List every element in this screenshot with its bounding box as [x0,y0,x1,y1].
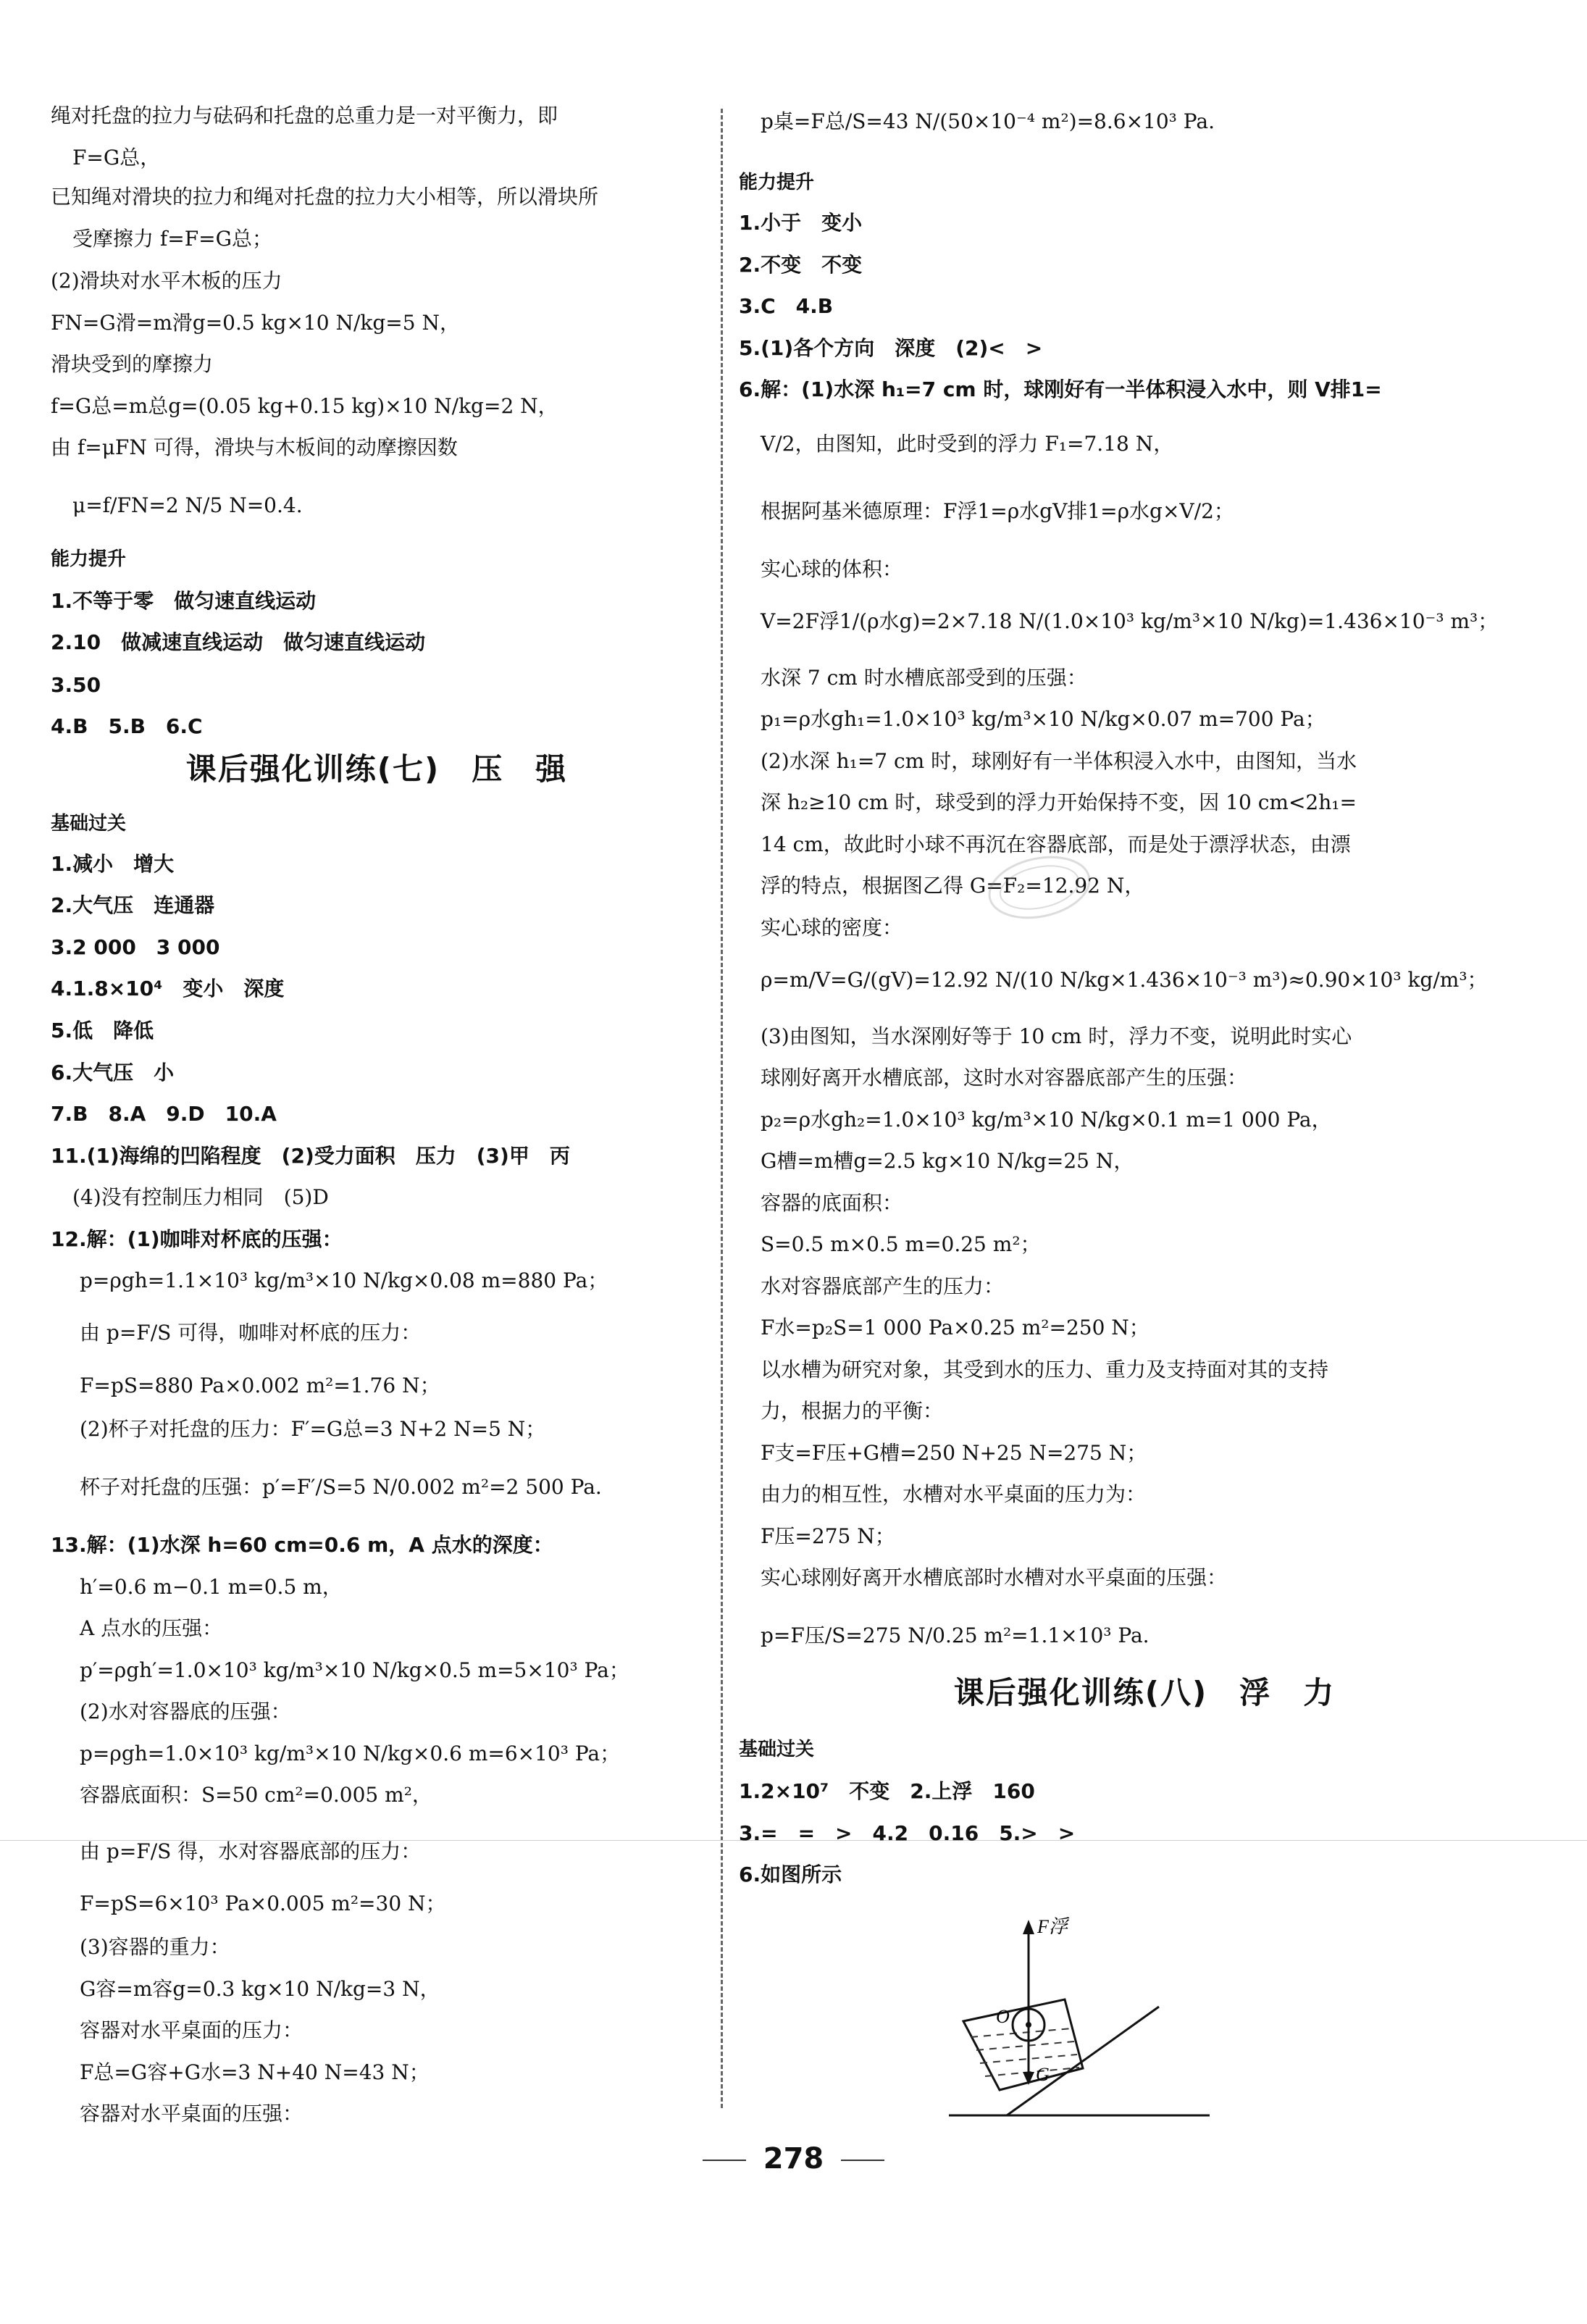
text-line: F=G总， [72,146,161,170]
answer-item: 3.2 000 3 000 [51,935,220,959]
gravity-label: G [1036,2064,1050,2085]
page-number-dash-right [841,2160,884,2161]
text-line: 实心球的密度： [761,916,903,940]
answer-item: 5.低 降低 [51,1019,154,1042]
text-line: 已知绳对滑块的拉力和绳对托盘的拉力大小相等，所以滑块所 [51,185,599,209]
answer-item: (4)没有控制压力相同 (5)D [72,1185,329,1209]
answer-item: 3.C 4.B [739,294,834,318]
section-title: 课后强化训练(七) 压 强 [185,751,568,787]
text-line: 球刚好离开水槽底部，这时水对容器底部产生的压强： [761,1066,1248,1090]
text-line: 深 h₂≥10 cm 时，球受到的浮力开始保持不变，因 10 cm<2h₁= [761,790,1357,814]
text-line: A 点水的压强： [80,1616,223,1640]
page-number-dash-left [703,2160,746,2161]
answer-item: 2.10 做减速直线运动 做匀速直线运动 [51,630,426,654]
answer-item: 1.减小 增大 [51,852,175,876]
text-line: 受摩擦力 f=F=G总； [72,227,272,251]
basic-heading: 基础过关 [51,813,127,835]
answer-item: 3.50 [51,673,101,697]
basic-heading: 基础过关 [739,1739,815,1760]
text-line: V=2F浮1/(ρ水g)=2×7.18 N/(1.0×10³ kg/m³×10 N/kg)=1.436×10⁻³ m³； [761,609,1499,633]
text-line: 滑块受到的摩擦力 [51,352,214,376]
text-line: h′=0.6 m−0.1 m=0.5 m， [80,1575,343,1599]
ability-heading: 能力提升 [739,172,815,193]
text-line: 由 p=F/S 得，水对容器底部的压力： [80,1839,422,1863]
text-line: 14 cm，故此时小球不再沉在容器底部，而是处于漂浮状态，由漂 [761,832,1351,856]
text-line: (2)水对容器底的压强： [80,1700,291,1723]
text-line: (2)杯子对托盘的压力：F′=G总=3 N+2 N=5 N； [80,1417,546,1441]
page-number-text: 278 [763,2142,824,2175]
text-line: p=ρgh=1.0×10³ kg/m³×10 N/kg×0.6 m=6×10³ Pa； [80,1742,621,1765]
text-line: p=ρgh=1.1×10³ kg/m³×10 N/kg×0.08 m=880 Pa； [80,1268,608,1292]
text-line: (2)水深 h₁=7 cm 时，球刚好有一半体积浸入水中，由图知，当水 [761,749,1357,773]
answer-item: 1.不等于零 做匀速直线运动 [51,589,317,613]
answer-item: 12.解：(1)咖啡对杯底的压强： [51,1227,343,1251]
buoyancy-label: F浮 [1037,1916,1068,1937]
text-line: F=pS=6×10³ Pa×0.005 m²=30 N； [80,1892,446,1915]
text-line: 容器的底面积： [761,1191,903,1215]
answer-item: 4.B 5.B 6.C [51,714,203,738]
text-line: p桌=F总/S=43 N/(50×10⁻⁴ m²)=8.6×10³ Pa. [761,109,1215,133]
answer-item: 3.= = > 4.2 0.16 5.> > [739,1821,1076,1845]
text-line: G容=m容g=0.3 kg×10 N/kg=3 N， [80,1977,440,2001]
answer-item: 6.大气压 小 [51,1061,175,1084]
text-line: 实心球的体积： [761,557,903,581]
ability-heading: 能力提升 [51,548,127,570]
text-line: 由 f=μFN 可得，滑块与木板间的动摩擦因数 [51,435,458,459]
page-number [0,2141,1587,2177]
answer-item: 1.2×10⁷ 不变 2.上浮 160 [739,1779,1035,1803]
text-line: F水=p₂S=1 000 Pa×0.25 m²=250 N； [761,1316,1150,1339]
text-line: 根据阿基米德原理：F浮1=ρ水gV排1=ρ水g×V/2； [761,499,1234,523]
answer-item: 6.解：(1)水深 h₁=7 cm 时，球刚好有一半体积浸入水中，则 V排1= [739,377,1382,401]
container [963,1999,1083,2090]
text-line: 实心球刚好离开水槽底部时水槽对水平桌面的压强： [761,1566,1228,1589]
force-diagram [934,1913,1239,2130]
text-line: F支=F压+G槽=250 N+25 N=275 N； [761,1441,1147,1465]
answer-item: 1.小于 变小 [739,211,863,235]
text-line: 绳对托盘的拉力与砝码和托盘的总重力是一对平衡力，即 [51,104,558,128]
text-line: p₁=ρ水gh₁=1.0×10³ kg/m³×10 N/kg×0.07 m=700 Pa； [761,707,1326,731]
text-line: ρ=m/V=G/(gV)=12.92 N/(10 N/kg×1.436×10⁻³ m³)≈0.90×10³ kg/m³； [761,968,1488,992]
answer-item: 11.(1)海绵的凹陷程度 (2)受力面积 压力 (3)甲 丙 [51,1144,570,1168]
text-line: 力，根据力的平衡： [761,1399,944,1423]
text-line: 由力的相互性，水槽对水平桌面的压力为： [761,1482,1147,1506]
text-line: FN=G滑=m滑g=0.5 kg×10 N/kg=5 N， [51,311,460,335]
text-line: (3)容器的重力： [80,1935,230,1959]
section-title: 课后强化训练(八) 浮 力 [953,1675,1336,1710]
text-line: 水对容器底部产生的压力： [761,1274,1005,1298]
answer-item: 4.1.8×10⁴ 变小 深度 [51,977,285,1000]
text-line: p=F压/S=275 N/0.25 m²=1.1×10³ Pa. [761,1623,1150,1647]
text-line: F=pS=880 Pa×0.002 m²=1.76 N； [80,1374,440,1397]
text-line: V/2，由图知，此时受到的浮力 F₁=7.18 N， [761,432,1174,456]
answer-item: 5.(1)各个方向 深度 (2)< > [739,336,1043,360]
center-point [1026,2022,1031,2028]
text-line: 杯子对托盘的压强：p′=F′/S=5 N/0.002 m²=2 500 Pa. [80,1475,602,1499]
water-lines [971,2028,1079,2076]
text-line: p₂=ρ水gh₂=1.0×10³ kg/m³×10 N/kg×0.1 m=1 000 Pa， [761,1108,1332,1132]
text-line: (2)滑块对水平木板的压力 [51,269,282,293]
text-line: S=0.5 m×0.5 m=0.25 m²； [761,1232,1041,1256]
text-line: 容器底面积：S=50 cm²=0.005 m²， [80,1783,432,1807]
answer-item: 2.大气压 连通器 [51,893,215,917]
text-line: 浮的特点，根据图乙得 G=F₂=12.92 N， [761,874,1145,898]
text-line: G槽=m槽g=2.5 kg×10 N/kg=25 N， [761,1149,1134,1173]
text-line: μ=f/FN=2 N/5 N=0.4. [72,493,303,517]
text-line: 容器对水平桌面的压强： [80,2102,303,2126]
text-line: F总=G容+G水=3 N+40 N=43 N； [80,2060,430,2084]
column-divider [721,109,723,2108]
answer-item: 7.B 8.A 9.D 10.A [51,1102,277,1126]
text-line: 容器对水平桌面的压力： [80,2018,303,2042]
text-line: 水深 7 cm 时水槽底部受到的压强： [761,666,1087,690]
text-line: 由 p=F/S 可得，咖啡对杯底的压力： [80,1321,422,1345]
answer-item: 2.不变 不变 [739,253,863,277]
center-label: O [996,2006,1010,2027]
buoyancy-arrowhead [1023,1920,1034,1934]
text-line: f=G总=m总g=(0.05 kg+0.15 kg)×10 N/kg=2 N， [51,394,558,418]
text-line: F压=275 N； [761,1524,895,1548]
text-line: 以水槽为研究对象，其受到水的压力、重力及支持面对其的支持 [761,1358,1329,1382]
text-line: (3)由图知，当水深刚好等于 10 cm 时，浮力不变，说明此时实心 [761,1024,1352,1048]
answer-item: 13.解：(1)水深 h=60 cm=0.6 m，A 点水的深度： [51,1533,553,1557]
answer-item: 6.如图所示 [739,1863,842,1886]
text-line: p′=ρgh′=1.0×10³ kg/m³×10 N/kg×0.5 m=5×10³ Pa； [80,1658,629,1682]
